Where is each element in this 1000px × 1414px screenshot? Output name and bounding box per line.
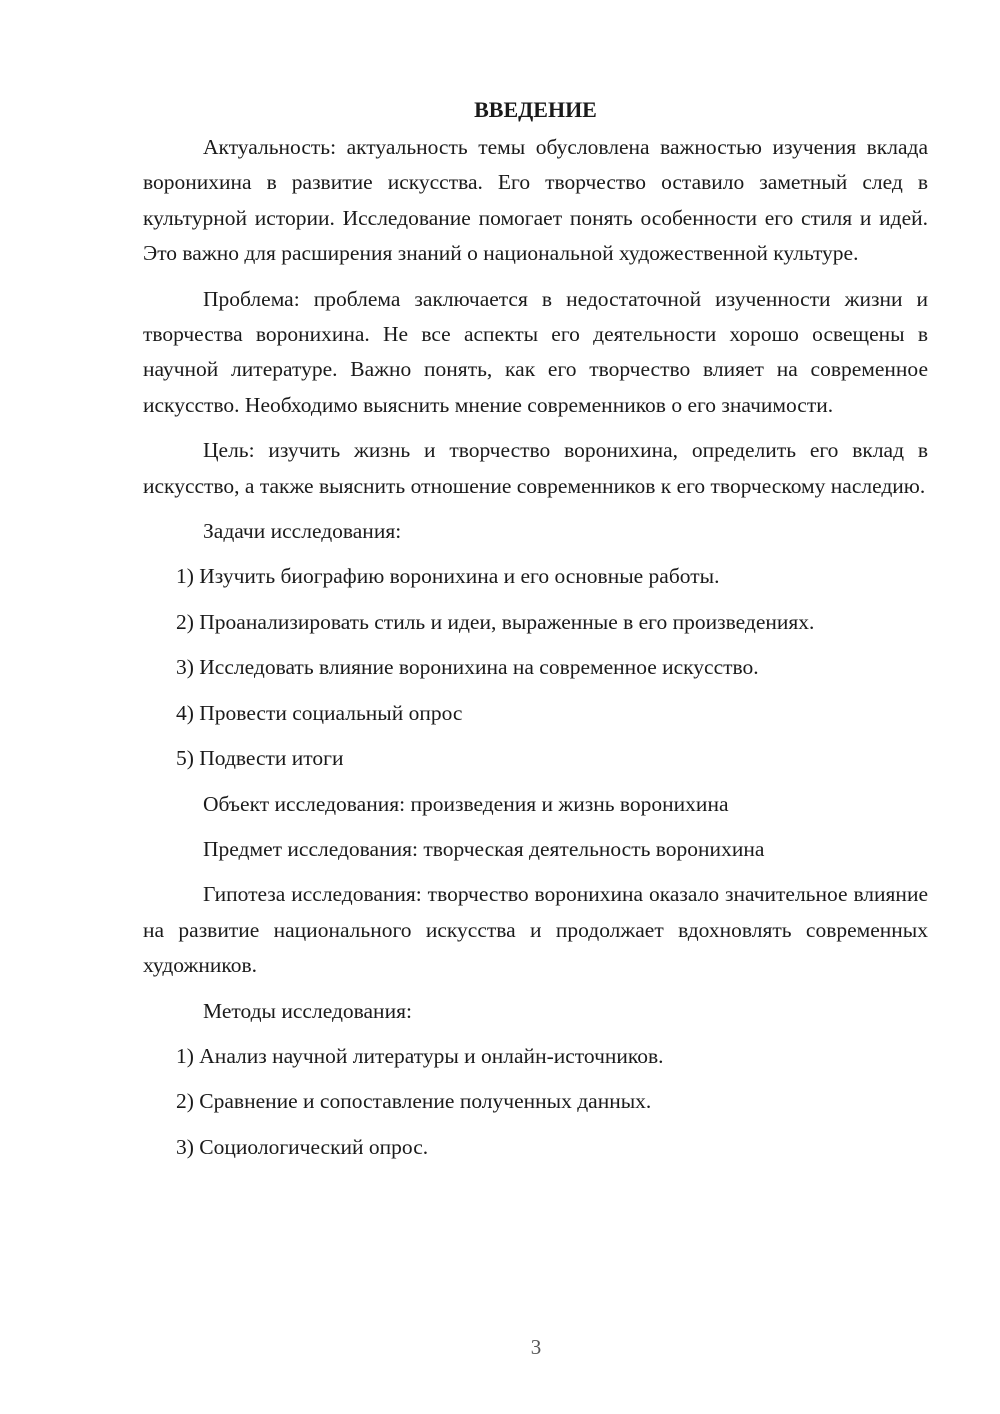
task-item: 1) Изучить биографию воронихина и его основные работы. [176, 564, 720, 589]
task-item: 2) Проанализировать стиль и идеи, выраженные в его произведениях. [176, 609, 815, 634]
subject-line: Предмет исследования: творческая деятельность воронихина [203, 836, 765, 861]
page-title: ВВЕДЕНИЕ [474, 97, 597, 122]
page-number: 3 [530, 1335, 542, 1359]
method-item: 2) Сравнение и сопоставление полученных данных. [176, 1089, 652, 1114]
object-line: Объект исследования: произведения и жизнь воронихина [203, 791, 729, 816]
task-item: 3) Исследовать влияние воронихина на современное искусство. [176, 655, 759, 680]
methods-heading: Методы исследования: [203, 998, 412, 1023]
relevance-paragraph: Актуальность: актуальность темы обусловлена важностью изучения вклада воронихина в развитие искусства. Его творчество оставило заметный след в культурной истории. Исследование помогает понять особенности его стиля и идей. Это важно для расширения знаний о национальной художественной культуре. [143, 135, 928, 266]
tasks-heading: Задачи исследования: [203, 519, 402, 544]
task-item: 4) Провести социальный опрос [176, 700, 463, 725]
goal-paragraph: Цель: изучить жизнь и творчество воронихина, определить его вклад в искусство, а также выяснить отношение современников к его творческому наследию. [143, 438, 928, 498]
problem-paragraph: Проблема: проблема заключается в недостаточной изученности жизни и творчества воронихина. Не все аспекты его деятельности хорошо освещены в научной литературе. Важно понять, как его творчество влияет на современное искусство. Необходимо выяснить мнение современников о его значимости. [143, 286, 928, 417]
hypothesis-paragraph: Гипотеза исследования: творчество воронихина оказало значительное влияние на развитие национального искусства и продолжает вдохновлять современных художников. [143, 882, 928, 978]
document-page [143, 96, 928, 1175]
method-item: 1) Анализ научной литературы и онлайн-источников. [176, 1043, 664, 1068]
task-item: 5) Подвести итоги [176, 746, 344, 771]
method-item: 3) Социологический опрос. [176, 1134, 429, 1159]
